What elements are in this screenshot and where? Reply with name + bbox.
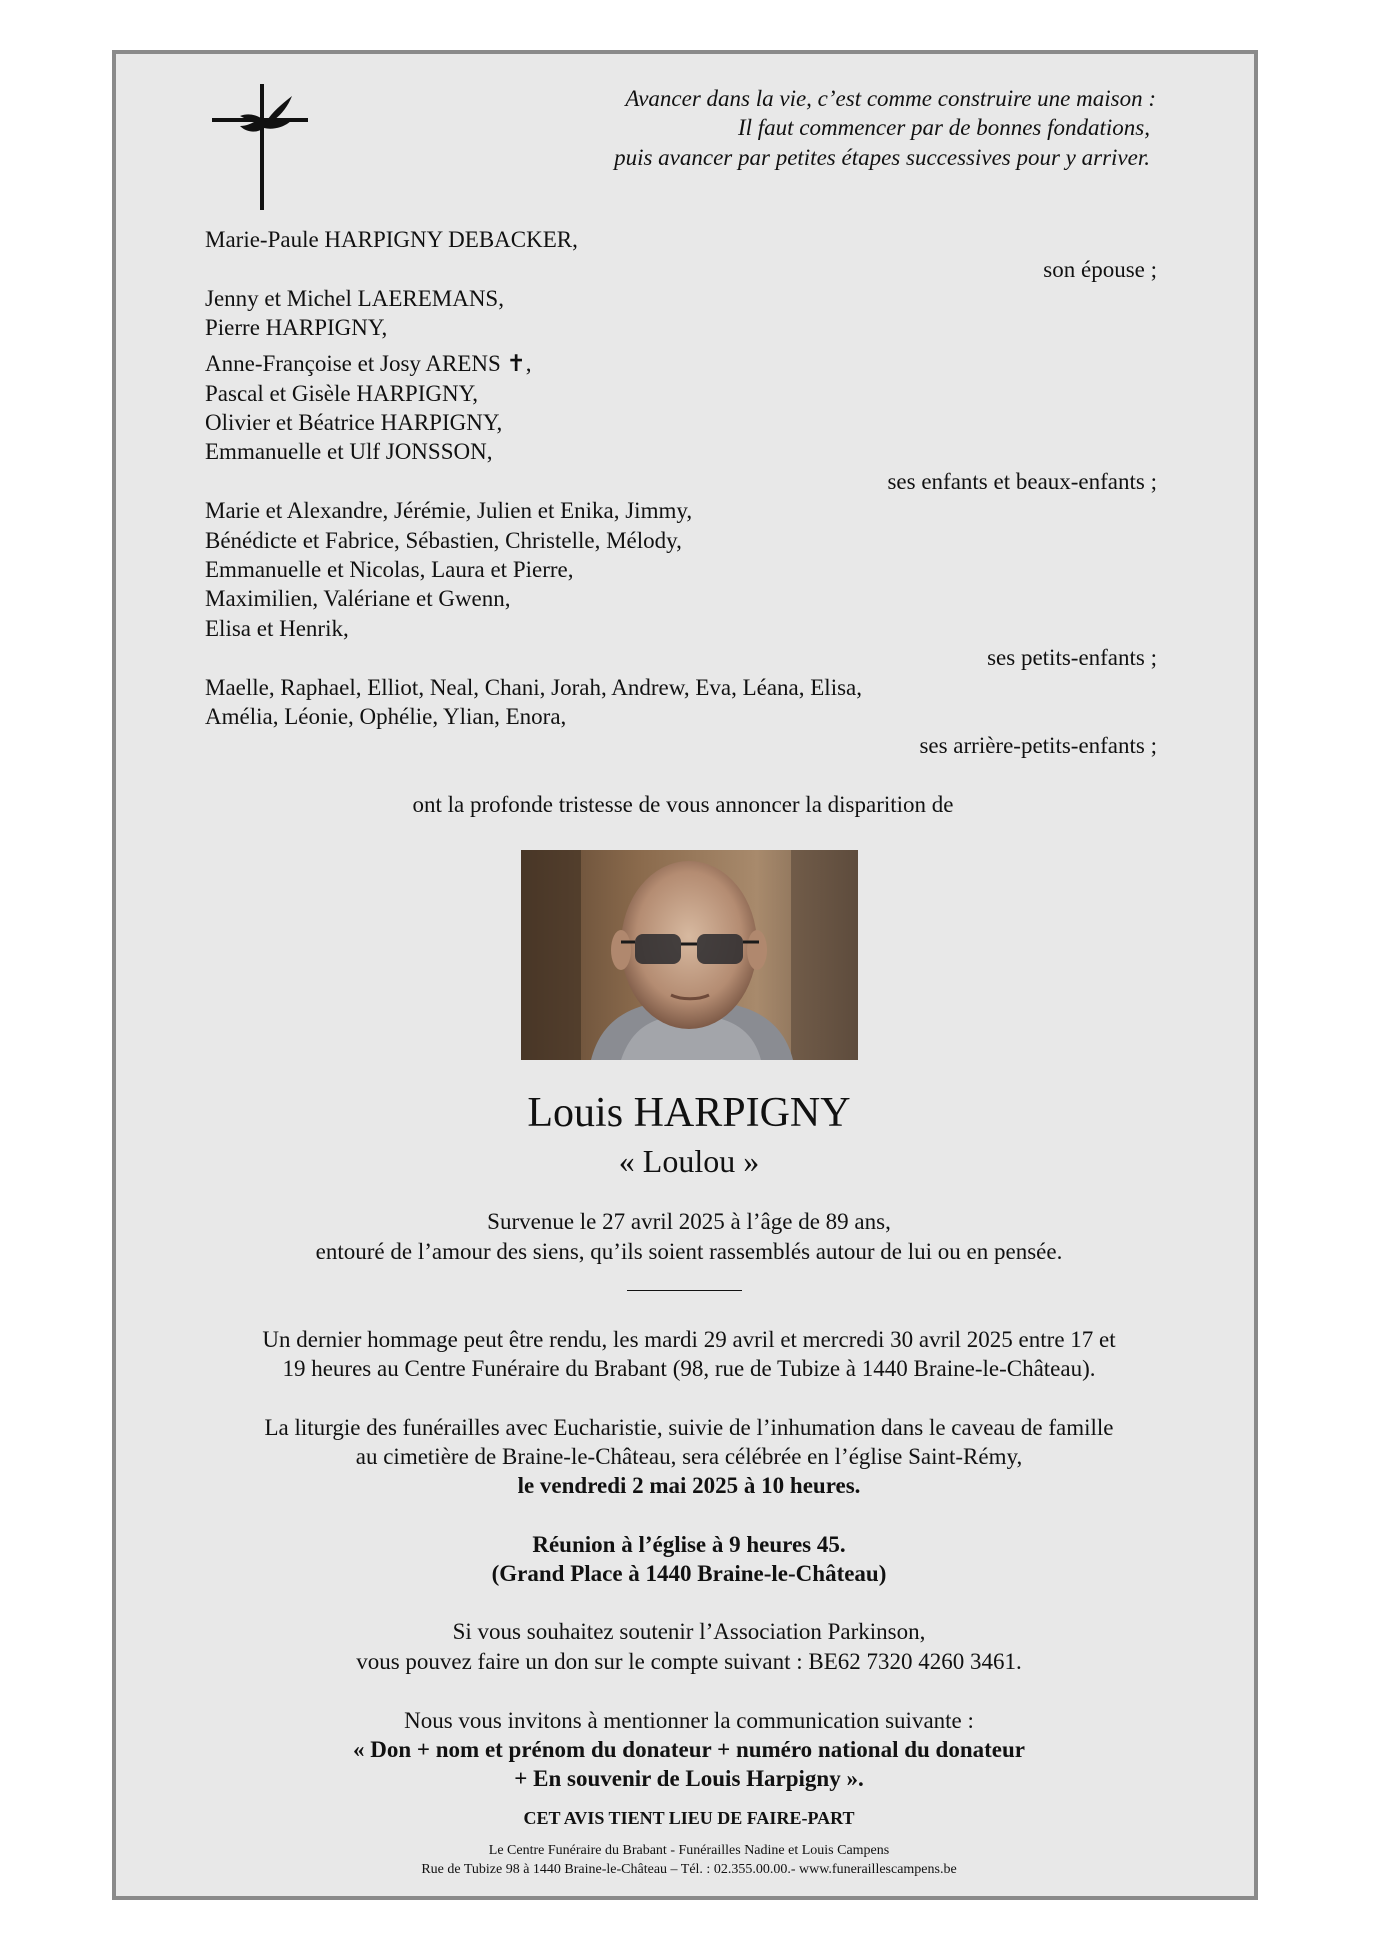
- child-entry: Emmanuelle et Ulf JONSSON,: [205, 439, 493, 464]
- communication-line: « Don + nom et prénom du donateur + numéro national du donateur: [352, 1737, 1025, 1762]
- great-grandchild-entry: Amélia, Léonie, Ophélie, Ylian, Enora,: [205, 704, 567, 729]
- separator-line: [627, 1290, 742, 1291]
- portrait-photo: [521, 850, 858, 1060]
- footer-line: Le Centre Funéraire du Brabant - Funérailles Nadine et Louis Campens: [488, 1843, 890, 1858]
- meeting-line: (Grand Place à 1440 Braine-le-Château): [491, 1561, 887, 1586]
- communication-line: + En souvenir de Louis Harpigny ».: [514, 1766, 864, 1791]
- tribute-line: 19 heures au Centre Funéraire du Brabant (98, rue de Tubize à 1440 Braine-le-Château).: [282, 1356, 1096, 1381]
- liturgy-date: le vendredi 2 mai 2025 à 10 heures.: [517, 1473, 861, 1498]
- deceased-nickname: « Loulou »: [618, 1143, 760, 1179]
- liturgy-line: au cimetière de Braine-le-Château, sera célébrée en l’église Saint-Rémy,: [355, 1444, 1023, 1469]
- grandchild-entry: Maximilien, Valériane et Gwenn,: [205, 586, 511, 611]
- child-entry: Pierre HARPIGNY,: [205, 315, 388, 340]
- donation-line: vous pouvez faire un don sur le compte suivant : BE62 7320 4260 3461.: [356, 1649, 1022, 1674]
- quote-line: Avancer dans la vie, c’est comme construire une maison :: [625, 86, 1156, 111]
- grandchild-entry: Marie et Alexandre, Jérémie, Julien et Enika, Jimmy,: [205, 498, 693, 523]
- grandchild-entry: Elisa et Henrik,: [205, 616, 349, 641]
- great-grandchildren-role: ses arrière-petits-enfants ;: [919, 733, 1157, 758]
- liturgy-line: La liturgie des funérailles avec Eucharistie, suivie de l’inhumation dans le caveau de famille: [264, 1415, 1114, 1440]
- grandchild-entry: Bénédicte et Fabrice, Sébastien, Christelle, Mélody,: [205, 528, 682, 553]
- quote-line: puis avancer par petites étapes successives pour y arriver.: [614, 145, 1150, 170]
- grandchildren-role: ses petits-enfants ;: [987, 645, 1157, 670]
- death-line: entouré de l’amour des siens, qu’ils soient rassemblés autour de lui ou en pensée.: [315, 1239, 1063, 1264]
- quote-line: Il faut commencer par de bonnes fondations,: [737, 115, 1150, 140]
- grandchild-entry: Emmanuelle et Nicolas, Laura et Pierre,: [205, 557, 574, 582]
- footer-line: Rue de Tubize 98 à 1440 Braine-le-Château – Tél. : 02.355.00.00.- www.funeraillescampens.be: [421, 1862, 957, 1877]
- cross-with-dove-icon: [210, 82, 310, 212]
- communication-intro: Nous vous invitons à mentionner la communication suivante :: [404, 1708, 974, 1733]
- children-role: ses enfants et beaux-enfants ;: [887, 469, 1157, 494]
- deceased-name: Louis HARPIGNY: [527, 1090, 851, 1136]
- spouse-name: Marie-Paule HARPIGNY DEBACKER,: [205, 227, 578, 252]
- death-line: Survenue le 27 avril 2025 à l’âge de 89 ans,: [487, 1209, 891, 1234]
- great-grandchild-entry: Maelle, Raphael, Elliot, Neal, Chani, Jorah, Andrew, Eva, Léana, Elisa,: [205, 675, 862, 700]
- child-entry: Anne-Françoise et Josy ARENS ✝,: [205, 351, 532, 376]
- meeting-line: Réunion à l’église à 9 heures 45.: [532, 1532, 846, 1557]
- faire-part-notice: CET AVIS TIENT LIEU DE FAIRE-PART: [523, 1808, 855, 1828]
- donation-line: Si vous souhaitez soutenir l’Association Parkinson,: [452, 1619, 926, 1644]
- child-entry: Olivier et Béatrice HARPIGNY,: [205, 410, 503, 435]
- child-entry: Pascal et Gisèle HARPIGNY,: [205, 381, 478, 406]
- spouse-role: son épouse ;: [1043, 257, 1157, 282]
- child-entry: Jenny et Michel LAEREMANS,: [205, 286, 504, 311]
- announcement: ont la profonde tristesse de vous annoncer la disparition de: [412, 792, 954, 817]
- tribute-line: Un dernier hommage peut être rendu, les mardi 29 avril et mercredi 30 avril 2025 entre 17 et: [262, 1327, 1116, 1352]
